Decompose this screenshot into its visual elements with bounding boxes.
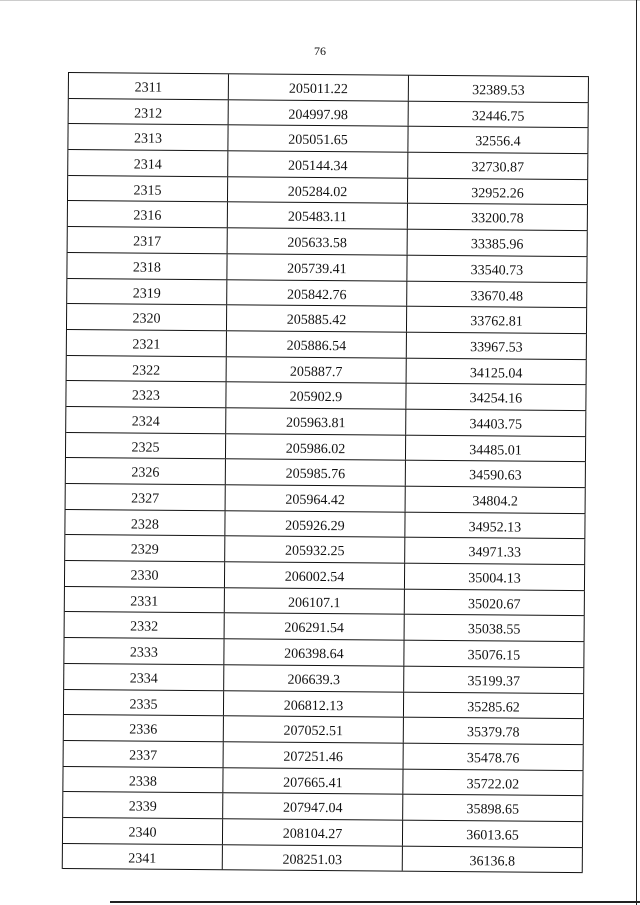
table-row bbox=[67, 330, 587, 360]
x-coordinate-cell: 205887.7 bbox=[227, 357, 407, 383]
point-id-cell: 2332 bbox=[65, 612, 225, 638]
y-coordinate-cell: 34971.33 bbox=[405, 538, 585, 564]
point-id-cell: 2335 bbox=[64, 689, 224, 715]
y-coordinate-cell: 32556.4 bbox=[408, 127, 588, 153]
x-coordinate-cell: 206812.13 bbox=[224, 691, 404, 717]
x-coordinate-cell: 205739.41 bbox=[227, 254, 407, 280]
point-id-cell: 2336 bbox=[64, 715, 224, 741]
x-coordinate-cell: 205963.81 bbox=[226, 408, 406, 434]
y-coordinate-cell: 36136.8 bbox=[403, 846, 583, 872]
x-coordinate-cell: 205926.29 bbox=[225, 511, 405, 537]
table-row bbox=[66, 381, 586, 411]
x-coordinate-cell: 204997.98 bbox=[229, 100, 409, 126]
x-coordinate-cell: 205842.76 bbox=[227, 280, 407, 306]
x-coordinate-cell: 205051.65 bbox=[228, 126, 408, 152]
point-id-cell: 2330 bbox=[65, 561, 225, 587]
point-id-cell: 2337 bbox=[64, 741, 224, 767]
y-coordinate-cell: 34125.04 bbox=[407, 358, 587, 384]
table-row bbox=[64, 715, 584, 745]
y-coordinate-cell: 35020.67 bbox=[405, 589, 585, 615]
y-coordinate-cell: 35379.78 bbox=[404, 718, 584, 744]
point-id-cell: 2333 bbox=[64, 638, 224, 664]
scan-edge-right bbox=[636, 0, 637, 905]
x-coordinate-cell: 207251.46 bbox=[224, 742, 404, 768]
table-row bbox=[63, 767, 583, 797]
x-coordinate-cell: 205964.42 bbox=[226, 485, 406, 511]
x-coordinate-cell: 207947.04 bbox=[223, 793, 403, 819]
point-id-cell: 2312 bbox=[69, 99, 229, 125]
table-row bbox=[67, 253, 587, 283]
table-row bbox=[68, 201, 588, 231]
x-coordinate-cell: 205483.11 bbox=[228, 203, 408, 229]
scan-edge-top bbox=[0, 0, 640, 1]
table-row bbox=[64, 638, 584, 668]
point-id-cell: 2327 bbox=[66, 484, 226, 510]
y-coordinate-cell: 33540.73 bbox=[407, 255, 587, 281]
point-id-cell: 2341 bbox=[63, 844, 223, 870]
point-id-cell: 2334 bbox=[64, 664, 224, 690]
y-coordinate-cell: 33670.48 bbox=[407, 281, 587, 307]
table-row bbox=[64, 664, 584, 694]
y-coordinate-cell: 35898.65 bbox=[403, 795, 583, 821]
y-coordinate-cell: 33967.53 bbox=[407, 333, 587, 359]
y-coordinate-cell: 35199.37 bbox=[404, 666, 584, 692]
table-row bbox=[68, 150, 588, 180]
y-coordinate-cell: 34804.2 bbox=[406, 487, 586, 513]
table-row bbox=[67, 356, 587, 386]
y-coordinate-cell: 35004.13 bbox=[405, 564, 585, 590]
x-coordinate-cell: 205902.9 bbox=[226, 383, 406, 409]
page-number: 76 bbox=[314, 44, 326, 58]
table-row bbox=[67, 304, 587, 334]
point-id-cell: 2331 bbox=[65, 587, 225, 613]
x-coordinate-cell: 206002.54 bbox=[225, 562, 405, 588]
table-row bbox=[63, 818, 583, 848]
table-row bbox=[63, 844, 583, 874]
y-coordinate-cell: 34590.63 bbox=[406, 461, 586, 487]
point-id-cell: 2324 bbox=[66, 407, 226, 433]
x-coordinate-cell: 206639.3 bbox=[224, 665, 404, 691]
y-coordinate-cell: 32730.87 bbox=[408, 153, 588, 179]
table-row bbox=[68, 176, 588, 206]
table-row bbox=[68, 227, 588, 257]
x-coordinate-cell: 205144.34 bbox=[228, 151, 408, 177]
point-id-cell: 2317 bbox=[68, 227, 228, 253]
table-row bbox=[63, 792, 583, 822]
point-id-cell: 2321 bbox=[67, 330, 227, 356]
point-id-cell: 2319 bbox=[67, 279, 227, 305]
x-coordinate-cell: 206398.64 bbox=[224, 639, 404, 665]
scan-edge-bottom bbox=[110, 901, 640, 903]
table-row bbox=[66, 407, 586, 437]
x-coordinate-cell: 205886.54 bbox=[227, 331, 407, 357]
x-coordinate-cell: 205985.76 bbox=[226, 460, 406, 486]
point-id-cell: 2311 bbox=[69, 73, 229, 99]
y-coordinate-cell: 35038.55 bbox=[405, 615, 585, 641]
y-coordinate-cell: 33200.78 bbox=[408, 204, 588, 230]
point-id-cell: 2316 bbox=[68, 201, 228, 227]
y-coordinate-cell: 33385.96 bbox=[408, 230, 588, 256]
x-coordinate-cell: 205986.02 bbox=[226, 434, 406, 460]
y-coordinate-cell: 34485.01 bbox=[406, 435, 586, 461]
coordinate-table bbox=[62, 72, 589, 873]
y-coordinate-cell: 35076.15 bbox=[404, 641, 584, 667]
y-coordinate-cell: 34952.13 bbox=[405, 512, 585, 538]
x-coordinate-cell: 205011.22 bbox=[229, 74, 409, 100]
y-coordinate-cell: 34254.16 bbox=[406, 384, 586, 410]
y-coordinate-cell: 35722.02 bbox=[403, 769, 583, 795]
y-coordinate-cell: 32389.53 bbox=[409, 76, 589, 102]
point-id-cell: 2322 bbox=[67, 356, 227, 382]
y-coordinate-cell: 32952.26 bbox=[408, 178, 588, 204]
point-id-cell: 2325 bbox=[66, 433, 226, 459]
y-coordinate-cell: 32446.75 bbox=[409, 101, 589, 127]
point-id-cell: 2338 bbox=[63, 767, 223, 793]
point-id-cell: 2318 bbox=[67, 253, 227, 279]
point-id-cell: 2329 bbox=[65, 535, 225, 561]
table-row bbox=[68, 124, 588, 154]
x-coordinate-cell: 206291.54 bbox=[225, 614, 405, 640]
point-id-cell: 2339 bbox=[63, 792, 223, 818]
x-coordinate-cell: 206107.1 bbox=[225, 588, 405, 614]
y-coordinate-cell: 35478.76 bbox=[404, 744, 584, 770]
y-coordinate-cell: 36013.65 bbox=[403, 821, 583, 847]
point-id-cell: 2320 bbox=[67, 304, 227, 330]
table-row bbox=[69, 99, 589, 129]
y-coordinate-cell: 33762.81 bbox=[407, 307, 587, 333]
point-id-cell: 2313 bbox=[68, 124, 228, 150]
x-coordinate-cell: 207665.41 bbox=[223, 768, 403, 794]
point-id-cell: 2315 bbox=[68, 176, 228, 202]
point-id-cell: 2323 bbox=[66, 381, 226, 407]
table-row bbox=[64, 741, 584, 771]
point-id-cell: 2314 bbox=[68, 150, 228, 176]
table-row bbox=[67, 279, 587, 309]
y-coordinate-cell: 34403.75 bbox=[406, 410, 586, 436]
table-row bbox=[65, 612, 585, 642]
x-coordinate-cell: 205633.58 bbox=[228, 228, 408, 254]
point-id-cell: 2328 bbox=[65, 510, 225, 536]
x-coordinate-cell: 205885.42 bbox=[227, 305, 407, 331]
x-coordinate-cell: 207052.51 bbox=[224, 716, 404, 742]
point-id-cell: 2340 bbox=[63, 818, 223, 844]
point-id-cell: 2326 bbox=[66, 458, 226, 484]
x-coordinate-cell: 208251.03 bbox=[223, 845, 403, 871]
x-coordinate-cell: 205284.02 bbox=[228, 177, 408, 203]
y-coordinate-cell: 35285.62 bbox=[404, 692, 584, 718]
x-coordinate-cell: 208104.27 bbox=[223, 819, 403, 845]
x-coordinate-cell: 205932.25 bbox=[225, 537, 405, 563]
table-row bbox=[64, 689, 584, 719]
